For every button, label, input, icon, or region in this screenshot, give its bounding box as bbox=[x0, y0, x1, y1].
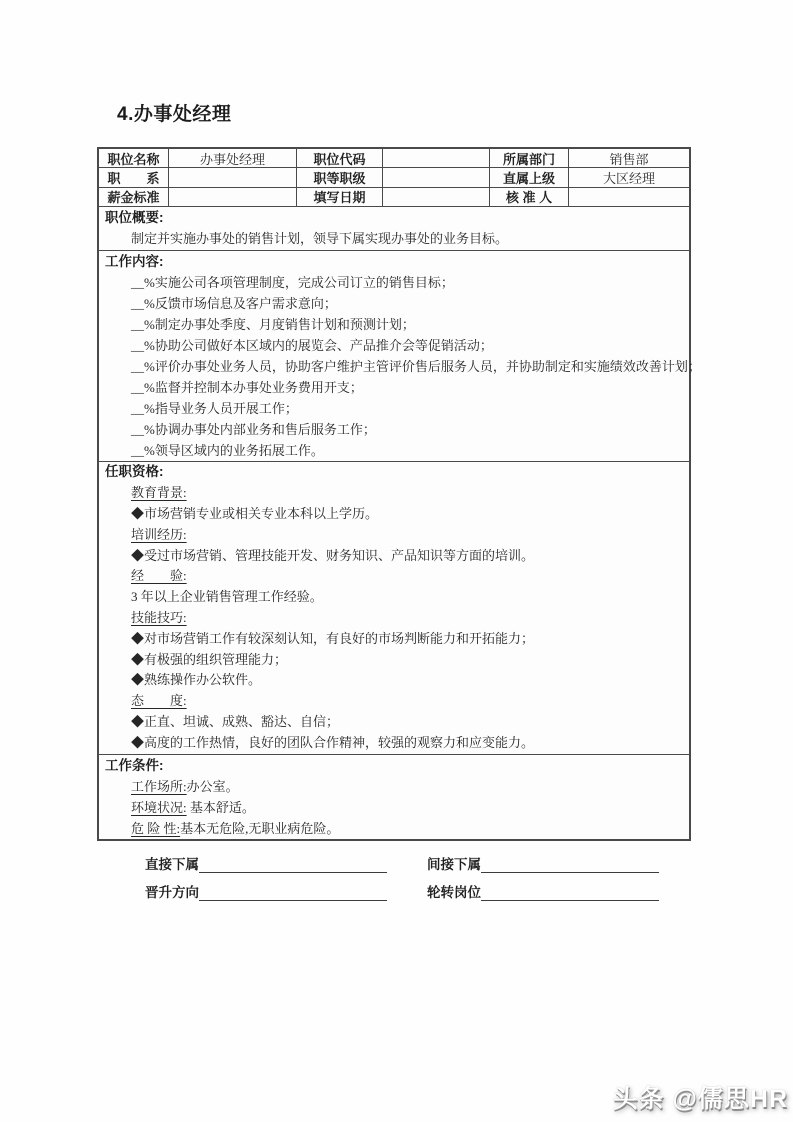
promotion-direction-blank bbox=[199, 886, 387, 901]
job-summary-text: 制定并实施办事处的销售计划，领导下属实现办事处的业务目标。 bbox=[131, 231, 509, 247]
qualification-line: 3 年以上企业销售管理工作经验。 bbox=[131, 589, 323, 605]
qualifications-heading: 任职资格: bbox=[105, 464, 164, 480]
work-condition-label: 危 险 性: bbox=[131, 820, 181, 836]
position-code-label: 职位代码 bbox=[297, 149, 383, 168]
qualification-line: 技能技巧: bbox=[131, 609, 187, 625]
work-content-item: __%反馈市场信息及客户需求意向； bbox=[131, 295, 337, 311]
work-condition-label: 环境状况: bbox=[131, 799, 187, 815]
salary-standard-value bbox=[169, 188, 297, 207]
job-summary-heading: 职位概要: bbox=[105, 209, 164, 225]
qualification-line: ◆受过市场营销、管理技能开发、财务知识、产品知识等方面的培训。 bbox=[131, 547, 535, 563]
work-condition-line bbox=[99, 776, 689, 797]
direct-supervisor-value: 大区经理 bbox=[569, 168, 689, 187]
department-label: 所属部门 bbox=[490, 149, 569, 168]
qualification-line: ◆高度的工作热情，良好的团队合作精神，较强的观察力和应变能力。 bbox=[131, 734, 535, 750]
job-family-value bbox=[169, 168, 297, 187]
work-condition-text: 基本无危险,无职业病危险。 bbox=[180, 820, 340, 836]
work-content-item: __%领导区域内的业务拓展工作。 bbox=[131, 443, 324, 459]
watermark: 头条 @儒思HR bbox=[612, 1085, 788, 1113]
work-content-item: __%评价办事处业务人员，协助客户维护主管评价售后服务人员，并协助制定和实施绩效改善计划； bbox=[131, 359, 701, 375]
qualifications-list bbox=[99, 483, 689, 753]
qualification-line: ◆市场营销专业或相关专业本科以上学历。 bbox=[131, 505, 379, 521]
work-conditions-list bbox=[99, 776, 689, 839]
job-description-table bbox=[97, 147, 701, 841]
indirect-reports-label: 间接下属 bbox=[427, 857, 481, 872]
direct-reports-label: 直接下属 bbox=[145, 857, 199, 872]
work-content-item: __%监督并控制本办事处业务费用开支； bbox=[131, 380, 363, 396]
work-condition-text: 基本舒适。 bbox=[186, 799, 255, 815]
qualification-line: 态 度: bbox=[131, 693, 187, 709]
rotation-position-blank bbox=[481, 886, 659, 901]
qualification-line: 经 验: bbox=[131, 568, 187, 584]
direct-reports-blank bbox=[199, 858, 387, 873]
section-job-summary bbox=[99, 207, 689, 250]
qualification-line: 教育背景: bbox=[131, 485, 187, 501]
page-title: 4.办事处经理 bbox=[117, 104, 232, 125]
work-content-item: __%协调办事处内部业务和售后服务工作； bbox=[131, 422, 376, 438]
work-content-list bbox=[99, 272, 701, 461]
section-work-content bbox=[99, 250, 701, 461]
section-work-conditions bbox=[99, 754, 689, 839]
header-table bbox=[99, 149, 689, 207]
work-content-item: __%实施公司各项管理制度，完成公司订立的销售目标； bbox=[131, 274, 454, 290]
direct-supervisor-label: 直属上级 bbox=[490, 168, 569, 187]
footer-blanks bbox=[145, 845, 659, 901]
work-content-item: __%指导业务人员开展工作； bbox=[131, 401, 298, 417]
work-content-item: __%制定办事处季度、月度销售计划和预测计划； bbox=[131, 317, 415, 333]
qualification-line: ◆有极强的组织管理能力； bbox=[131, 651, 288, 667]
work-condition-label: 工作场所: bbox=[131, 778, 187, 794]
footer-row-2 bbox=[145, 873, 659, 901]
section-qualifications bbox=[99, 461, 689, 753]
qualification-line: 培训经历: bbox=[131, 526, 187, 542]
qualification-line: ◆正直、坦诚、成熟、豁达、自信； bbox=[131, 713, 340, 729]
approver-label: 核 准 人 bbox=[490, 188, 569, 207]
position-code-value bbox=[383, 149, 490, 168]
position-name-value: 办事处经理 bbox=[169, 149, 297, 168]
salary-standard-label: 薪金标准 bbox=[99, 188, 169, 207]
fill-date-value bbox=[383, 188, 490, 207]
job-grade-label: 职等职级 bbox=[297, 168, 383, 187]
fill-date-label: 填写日期 bbox=[297, 188, 383, 207]
qualification-line: ◆熟练操作办公软件。 bbox=[131, 672, 262, 688]
rotation-position-label: 轮转岗位 bbox=[427, 885, 481, 900]
job-family-label: 职 系 bbox=[99, 168, 169, 187]
work-conditions-heading: 工作条件: bbox=[105, 757, 164, 773]
position-name-label: 职位名称 bbox=[99, 149, 169, 168]
work-condition-line bbox=[99, 818, 689, 839]
work-content-item: __%协助公司做好本区域内的展览会、产品推介会等促销活动； bbox=[131, 338, 493, 354]
indirect-reports-blank bbox=[481, 858, 659, 873]
approver-value bbox=[569, 188, 689, 207]
work-condition-text: 办公室。 bbox=[186, 778, 239, 794]
qualification-line: ◆对市场营销工作有较深刻认知，有良好的市场判断能力和开拓能力； bbox=[131, 630, 535, 646]
promotion-direction-label: 晋升方向 bbox=[145, 885, 199, 900]
job-grade-value bbox=[383, 168, 490, 187]
footer-row-1 bbox=[145, 845, 659, 873]
work-content-heading: 工作内容: bbox=[105, 253, 164, 269]
work-condition-line bbox=[99, 797, 689, 818]
department-value: 销售部 bbox=[569, 149, 689, 168]
